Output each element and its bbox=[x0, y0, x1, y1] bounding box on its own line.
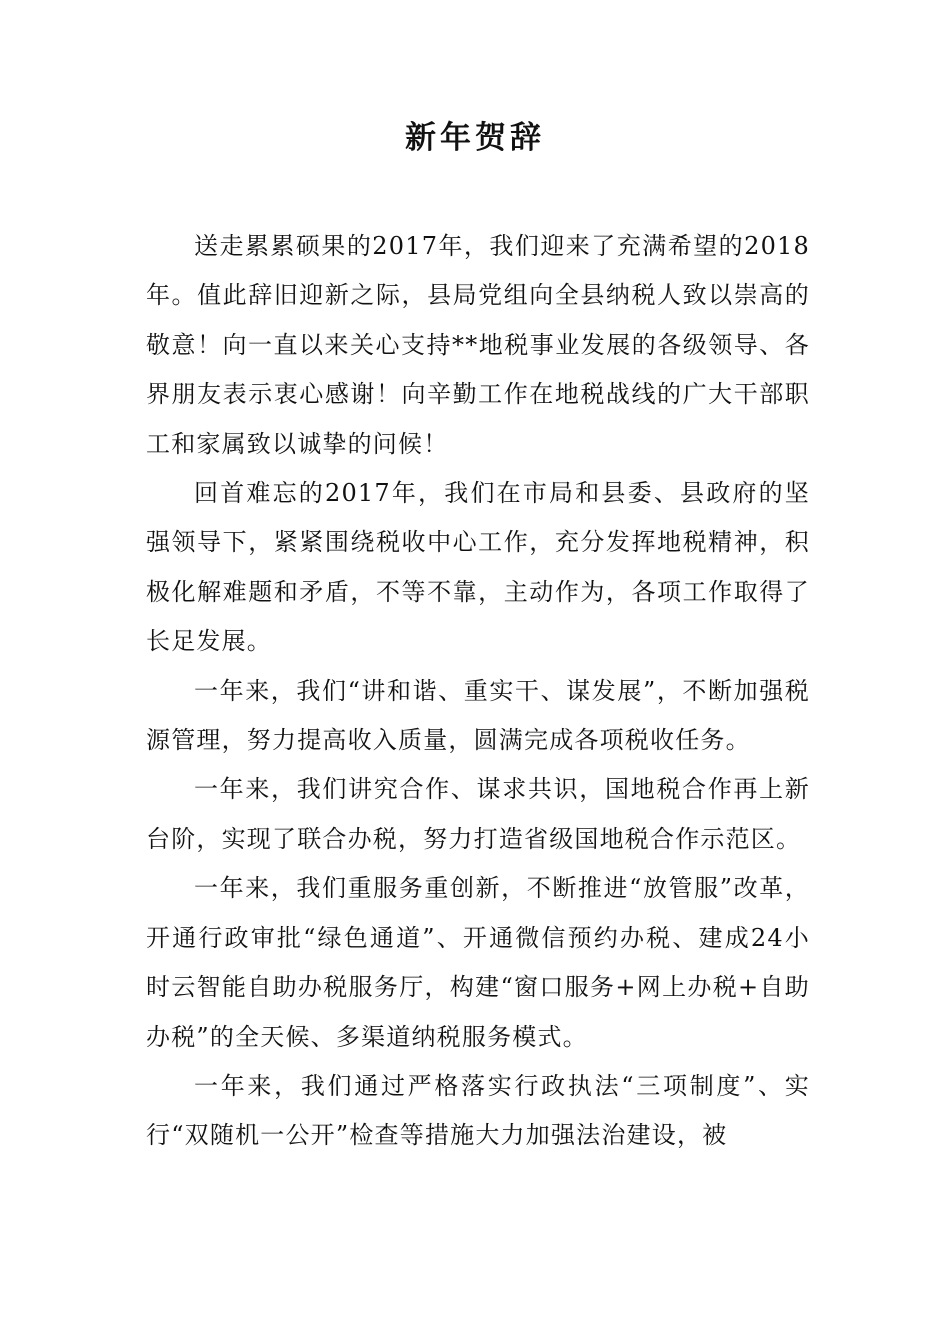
paragraph-1: 送走累累硕果的2017年，我们迎来了充满希望的2018年。值此辞旧迎新之际，县局党组向全县纳税人致以崇高的敬意！向一直以来关心支持**地税事业发展的各级领导、各界朋友表示衷心感谢！向辛勤工作在地税战线的广大干部职工和家属致以诚挚的问候！ bbox=[146, 232, 810, 458]
paragraph-6: 一年来，我们通过严格落实行政执法“三项制度”、实行“双随机一公开”检查等措施大力加强法治建设，被 bbox=[146, 1071, 810, 1150]
document-title: 新年贺辞 bbox=[405, 120, 545, 156]
paragraph-5: 一年来，我们重服务重创新，不断推进“放管服”改革，开通行政审批“绿色通道”、开通微信预约办税、建成24小时云智能自助办税服务厅，构建“窗口服务+网上办税+自助办税”的全天候、多渠道纳税服务模式。 bbox=[146, 874, 810, 1051]
document-body bbox=[146, 222, 810, 1161]
paragraph-3: 一年来，我们“讲和谐、重实干、谋发展”，不断加强税源管理，努力提高收入质量，圆满完成各项税收任务。 bbox=[146, 676, 810, 755]
paragraph-2: 回首难忘的2017年，我们在市局和县委、县政府的坚强领导下，紧紧围绕税收中心工作，充分发挥地税精神，积极化解难题和矛盾，不等不靠，主动作为，各项工作取得了长足发展。 bbox=[146, 479, 810, 656]
paragraph-4: 一年来，我们讲究合作、谋求共识，国地税合作再上新台阶，实现了联合办税，努力打造省级国地税合作示范区。 bbox=[146, 775, 810, 853]
